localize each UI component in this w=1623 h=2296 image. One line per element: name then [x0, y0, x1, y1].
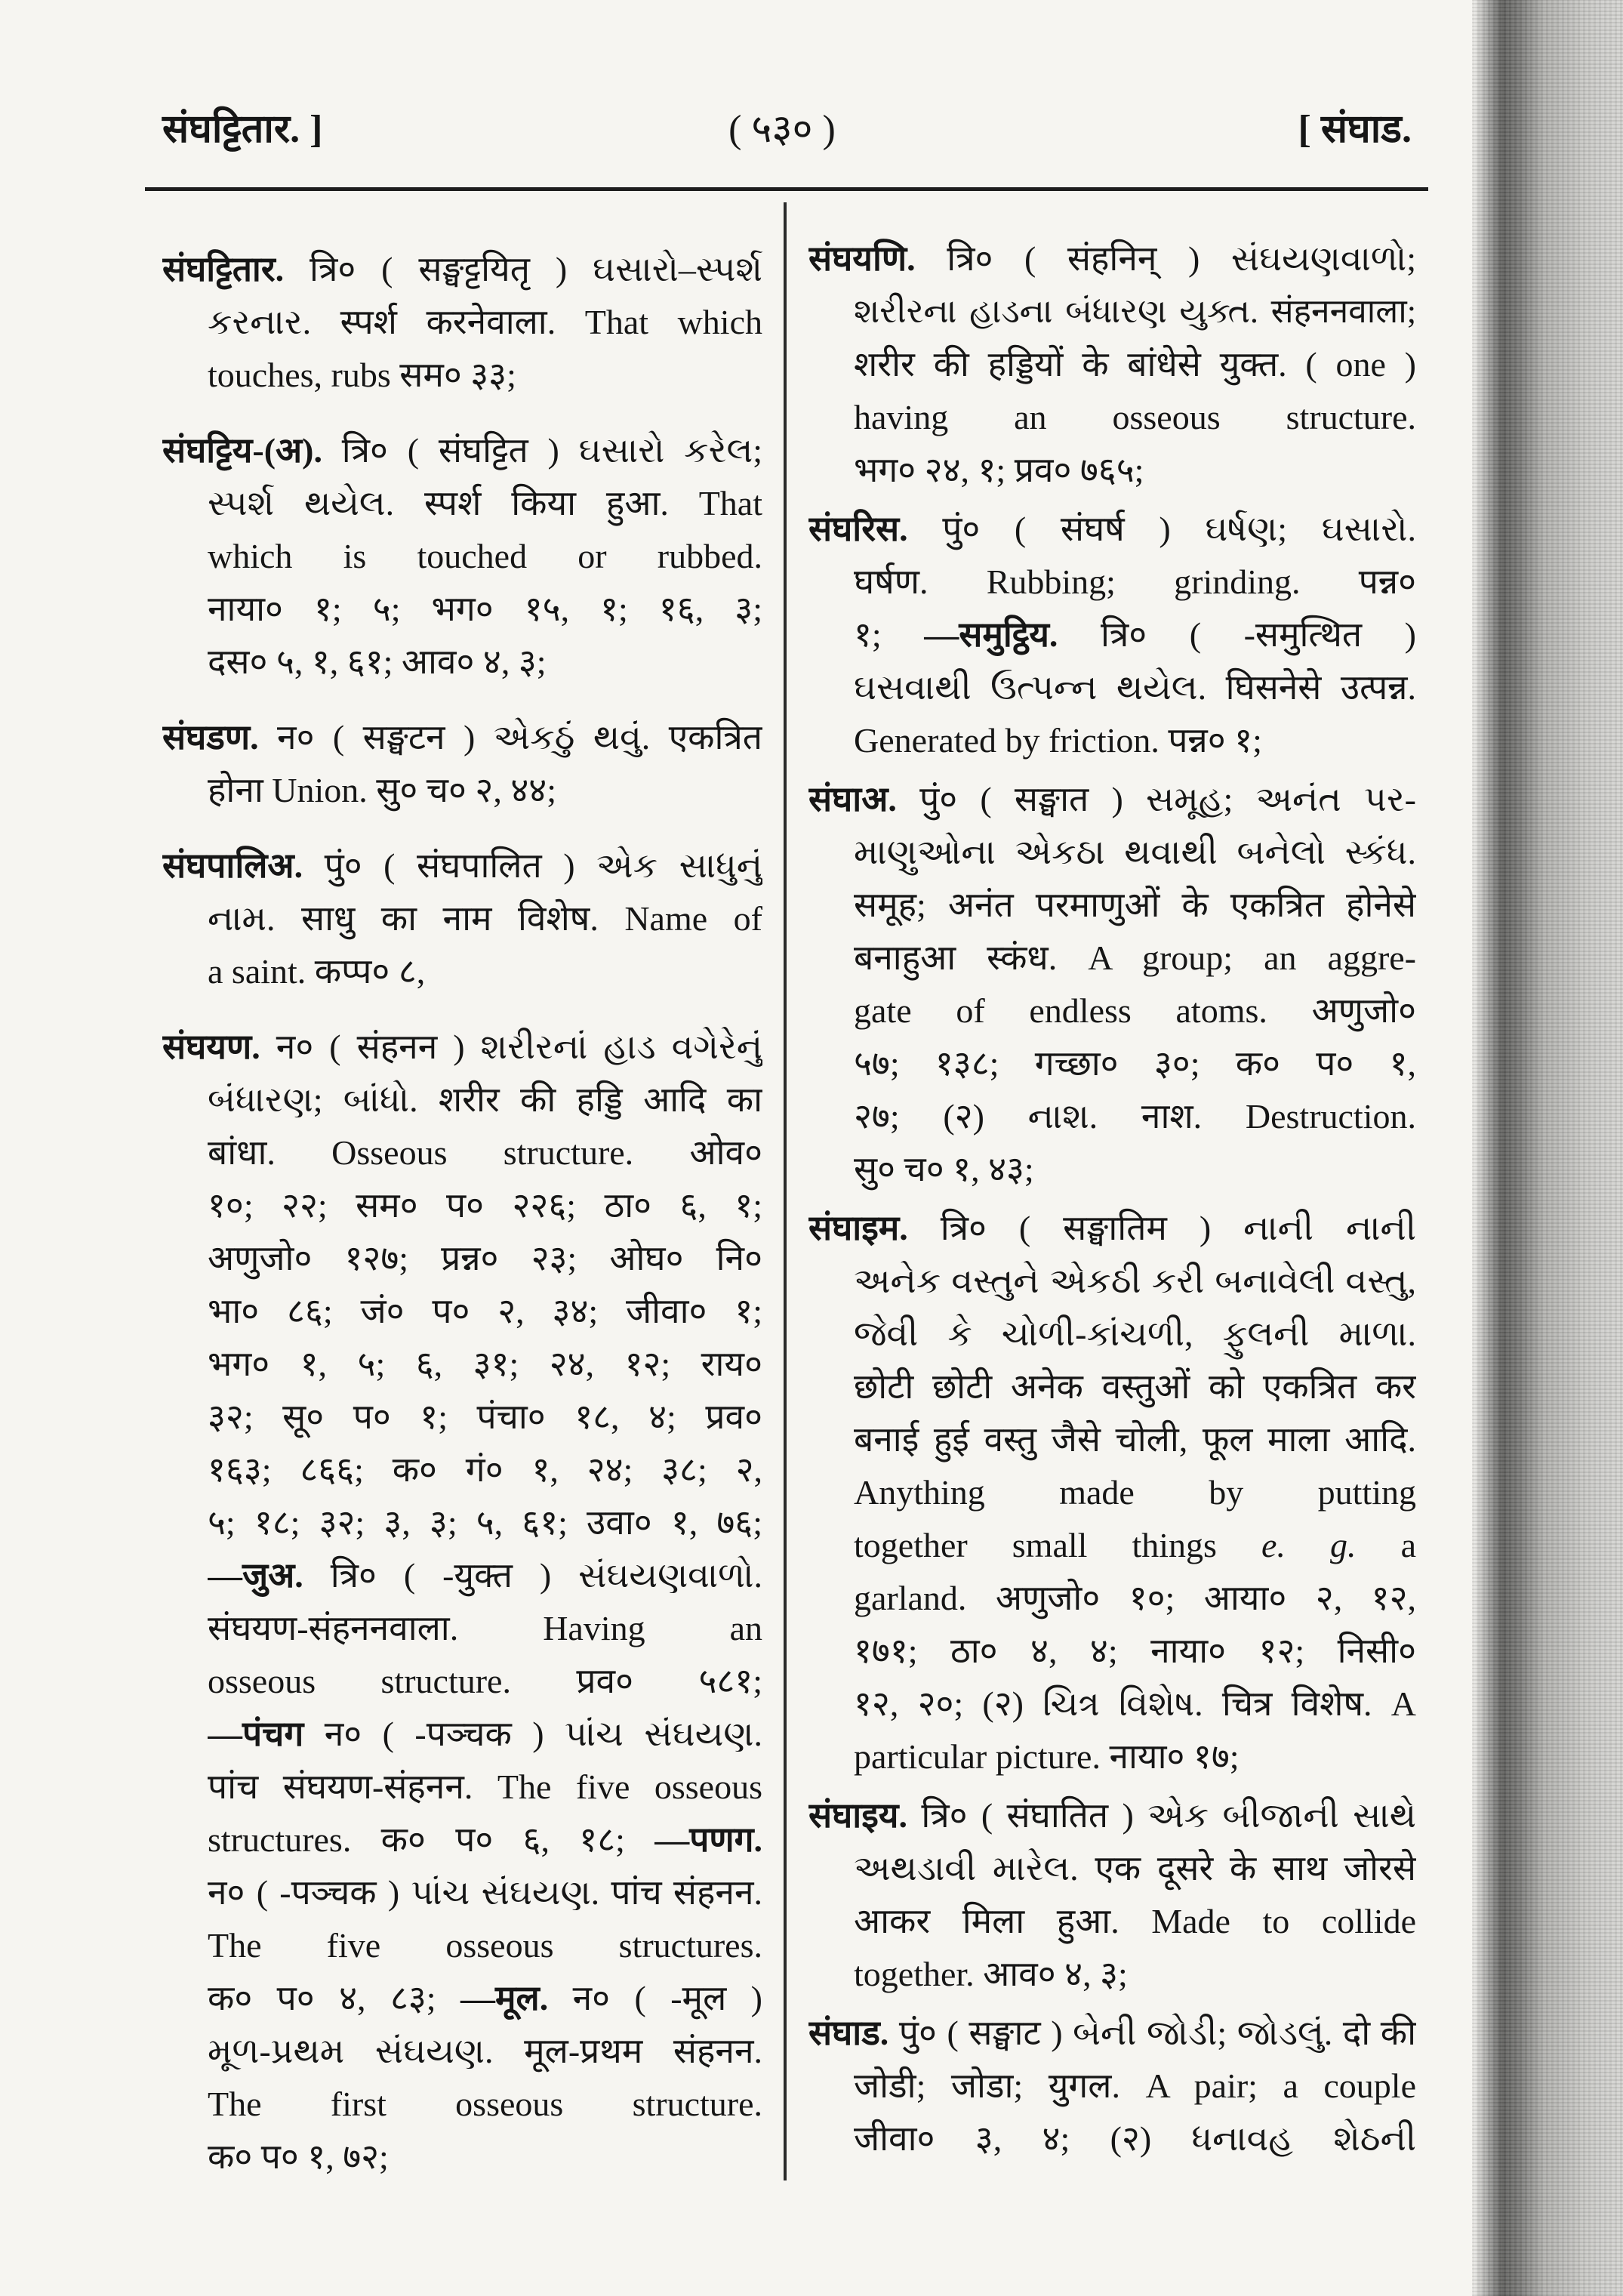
- entry-line: [208, 477, 762, 530]
- entry-text: १०; २२; सम० प० २२६; ठा० ६, १;: [208, 1186, 762, 1225]
- entry-line: [208, 1444, 762, 1496]
- headword: संघपालिअ.: [162, 846, 303, 885]
- entry-line: [854, 1678, 1416, 1730]
- entry-text: ५७; १३८; गच्छा० ३०; क० प० १,: [854, 1044, 1416, 1083]
- entry-line: [854, 1730, 1416, 1783]
- entry-text: न० ( -पञ्चक ) પાંચ સંઘયણ. पांच संहनन.: [208, 1873, 762, 1912]
- entry-line: [208, 1126, 762, 1179]
- entry-line: [208, 1602, 762, 1655]
- entry-line: [208, 1708, 762, 1761]
- running-head-first-word: संघट्टितार. ]: [162, 108, 323, 151]
- entry-line: [208, 296, 762, 349]
- entry-text: १६३; ८६६; क० गं० १, २४; ३८; २,: [208, 1450, 762, 1489]
- entry-line: [854, 2060, 1416, 2113]
- entry-first-line: [808, 233, 1416, 285]
- entry-text: बनाहुआ स्कंध. A group; an aggre-: [854, 938, 1416, 977]
- column-right: [808, 233, 1416, 2165]
- entry-text: touches, rubs सम० ३३;: [208, 356, 516, 394]
- entry-text: पुं० ( संघपालित ) એક સાધુનું: [303, 846, 762, 885]
- dictionary-entry: [162, 1021, 762, 2184]
- entry-text: न० ( संहनन ) શરીરનાં હાડ વગેરેનું: [260, 1028, 762, 1066]
- entry-line: [854, 1143, 1416, 1196]
- entry-line: [208, 349, 762, 402]
- page-number: ( ५३० ): [728, 108, 836, 151]
- entry-first-line: [808, 503, 1416, 556]
- entry-text: અનેક વસ્તુને એકઠી કરી બનાવેલી વસ્તુ,: [854, 1262, 1416, 1300]
- entry-line: [854, 1842, 1416, 1895]
- entry-line: [854, 1413, 1416, 1466]
- entry-text: त्रि० ( -युक्त ) સંઘયણવાળો.: [303, 1556, 762, 1595]
- entry-text: पुं० ( सङ्घात ) સમૂહ; અનંત પર-: [896, 780, 1416, 818]
- headword: संघयण.: [162, 1028, 260, 1066]
- entry-text: पुं० ( सङ्घाट ) બેની જોડી; જોડલું. दो की: [888, 2014, 1416, 2052]
- entry-text: જેવી કે ચોળી-કાંચળી, ફુલની માળા.: [854, 1314, 1416, 1353]
- entry-text: અથડાવી મારેલ. एक दूसरे के साथ जोरसे: [854, 1849, 1416, 1888]
- entry-line: [854, 1625, 1416, 1678]
- column-left: [162, 243, 762, 2184]
- entry-text: जीवा० ३, ४; (२) ધનાવહ શેઠની: [854, 2119, 1416, 2158]
- entry-text: which is touched or rubbed.: [208, 537, 762, 575]
- entry-text: १२, २०; (२) ચિત્ર વિશેષ. चित्र विशेष. A: [854, 1684, 1416, 1723]
- entry-text: त्रि० ( सङ्घट्टयितृ ) ઘસારો–સ્પર્શ: [284, 250, 762, 288]
- headword: संघडण.: [162, 718, 259, 757]
- entry-text: भग० २४, १; प्रव० ७६५;: [854, 451, 1144, 489]
- entry-line: [208, 1919, 762, 1972]
- entry-line: [208, 1866, 762, 1919]
- entry-line: [854, 879, 1416, 932]
- entry-line: [208, 1285, 762, 1338]
- entry-text: समूह; अनंत परमाणुओं के एकत्रित होनेसे: [854, 886, 1416, 924]
- entry-text: पुं० ( संघर्ष ) ઘર્ષણ; ઘસારો.: [907, 510, 1416, 548]
- entry-text: त्रि० ( -समुत्थित ): [1058, 615, 1416, 654]
- entry-text: a: [1356, 1526, 1416, 1564]
- entry-text: न० ( -मूल ): [548, 1979, 762, 2017]
- entry-line: [208, 1391, 762, 1444]
- entry-text: संघयण-संहननवाला. Having an: [208, 1609, 762, 1647]
- entry-line: [854, 556, 1416, 609]
- dictionary-entry: [808, 1202, 1416, 1783]
- entry-text: छोटी छोटी अनेक वस्तुओं को एकत्रित कर: [854, 1367, 1416, 1406]
- entry-line: [208, 1814, 762, 1866]
- entry-text: न० ( सङ्घटन ) એકઠું થવું. एकत्रित: [258, 718, 762, 757]
- entry-text: Generated by friction. पन्न० १;: [854, 721, 1262, 760]
- entry-text: structures. क० प० ६, १८;: [208, 1820, 655, 1859]
- entry-text: भा० ८६; जं० प० २, ३४; जीवा० १;: [208, 1292, 762, 1330]
- entry-line: [854, 1361, 1416, 1413]
- entry-line: [208, 2025, 762, 2078]
- column-divider: [784, 202, 787, 2180]
- entry-line: [854, 1572, 1416, 1625]
- entry-text: बनाई हुई वस्तु जैसे चोली, फूल माला आदि.: [854, 1420, 1416, 1459]
- dictionary-entry: [808, 233, 1416, 497]
- sub-headword: —पंचग: [208, 1715, 304, 1753]
- entry-line: [854, 1037, 1416, 1090]
- entry-line: [208, 2131, 762, 2184]
- entry-text: शरीर की हड्डियों के बांधेसे युक्त. ( one ): [854, 345, 1416, 384]
- entry-line: [854, 661, 1416, 714]
- entry-text: માણુઓના એકઠા થવાથી બનેલો સ્કંધ.: [854, 833, 1416, 871]
- entry-text: भग० १, ५; ६, ३१; २४, १२; राय०: [208, 1345, 762, 1383]
- entry-first-line: [808, 2007, 1416, 2060]
- entry-line: [208, 1761, 762, 1814]
- entry-line: [208, 1549, 762, 1602]
- entry-text: आकर मिला हुआ. Made to collide: [854, 1902, 1416, 1940]
- entry-line: [854, 1895, 1416, 1948]
- entry-text: having an osseous structure.: [854, 398, 1416, 436]
- scan-edge-shadow: [1472, 0, 1623, 2296]
- entry-text: क० प० १, ७२;: [208, 2137, 389, 2176]
- entry-line: [854, 2113, 1416, 2165]
- italic-text: e. g.: [1261, 1526, 1357, 1564]
- entry-line: [854, 932, 1416, 985]
- header-rule: [145, 187, 1428, 191]
- entry-text: पांच संघयण-संहनन. The five osseous: [208, 1767, 762, 1806]
- entry-line: [854, 285, 1416, 338]
- entry-text: दस० ५, १, ६१; आव० ४, ३;: [208, 643, 547, 681]
- entry-line: [208, 583, 762, 636]
- entry-text: क० प० ४, ८३;: [208, 1979, 461, 2017]
- entry-line: [854, 826, 1416, 879]
- sub-headword: —समुट्ठिय.: [924, 615, 1058, 654]
- entry-text: त्रि० ( सङ्घातिम ) નાની નાની: [907, 1209, 1416, 1247]
- dictionary-entry: [808, 2007, 1416, 2165]
- entry-line: [854, 338, 1416, 391]
- entry-line: [208, 530, 762, 583]
- entry-line: [208, 892, 762, 945]
- entry-text: १;: [854, 615, 925, 654]
- entry-line: [208, 1972, 762, 2025]
- entry-text: बांधा. Osseous structure. ओव०: [208, 1133, 762, 1172]
- entry-line: [208, 764, 762, 817]
- entry-text: gate of endless atoms. अणुजो०: [854, 991, 1416, 1030]
- entry-text: નામ. साधु का नाम विशेष. Name of: [208, 899, 762, 938]
- headword: संघट्टितार.: [162, 250, 285, 288]
- entry-first-line: [162, 1021, 762, 1074]
- entry-first-line: [808, 1202, 1416, 1255]
- entry-text: osseous structure. प्रव० ५८१;: [208, 1662, 762, 1700]
- entry-text: त्रि० ( संहनिन् ) સંઘયણવાળો;: [915, 239, 1416, 278]
- entry-line: [854, 609, 1416, 661]
- entry-line: [854, 1519, 1416, 1572]
- entry-line: [208, 945, 762, 998]
- entry-line: [208, 1338, 762, 1391]
- entry-text: together. आव० ४, ३;: [854, 1955, 1128, 1993]
- entry-first-line: [808, 773, 1416, 826]
- entry-first-line: [162, 424, 762, 477]
- headword: संघाइम.: [808, 1209, 908, 1247]
- entry-text: त्रि० ( संघट्टित ) ઘસારો કરેલ;: [322, 431, 762, 470]
- entry-text: १७१; ठा० ४, ४; नाया० १२; निसी०: [854, 1632, 1416, 1670]
- entry-text: particular picture. नाया० १७;: [854, 1737, 1240, 1776]
- entry-text: a saint. कप्प० ८,: [208, 952, 426, 991]
- entry-line: [208, 1655, 762, 1708]
- entry-text: होना Union. सु० च० २, ४४;: [208, 771, 556, 809]
- entry-text: together small things: [854, 1526, 1262, 1564]
- entry-text: શરીરના હાડના બંધારણ યુક્ત. संहननवाला;: [854, 293, 1416, 330]
- entry-first-line: [162, 711, 762, 764]
- entry-text: नाया० १; ५; भग० १५, १; १६, ३;: [208, 590, 762, 628]
- entry-line: [208, 636, 762, 689]
- entry-text: ३२; सू० प० १; पंचा० १८, ४; प्रव०: [208, 1398, 762, 1436]
- dictionary-entry: [162, 424, 762, 689]
- headword: संघरिस.: [808, 510, 908, 548]
- entry-text: garland. अणुजो० १०; आया० २, १२,: [854, 1579, 1416, 1617]
- dictionary-entry: [808, 773, 1416, 1196]
- entry-text: સ્પર્શ થયેલ. स्पर्श किया हुआ. That: [208, 484, 762, 522]
- dictionary-entry: [808, 503, 1416, 767]
- entry-first-line: [808, 1789, 1416, 1842]
- dictionary-entry: [808, 1789, 1416, 2001]
- headword: संघाइय.: [808, 1796, 907, 1835]
- entry-text: મૂળ-પ્રથમ સંઘયણ. मूल-प्रथम संहनन.: [208, 2032, 762, 2070]
- headword: संघयणि.: [808, 239, 916, 278]
- entry-text: सु० च० १, ४३;: [854, 1150, 1034, 1188]
- entry-text: Anything made by putting: [854, 1473, 1416, 1512]
- entry-line: [208, 1496, 762, 1549]
- dictionary-entry: [162, 840, 762, 998]
- entry-text: न० ( -पञ्चक ) પાંચ સંઘયણ.: [303, 1715, 762, 1753]
- entry-text: त्रि० ( संघातित ) એક બીજાની સાથે: [907, 1796, 1416, 1835]
- entry-line: [208, 2078, 762, 2131]
- entry-text: ५; १८; ३२; ३, ३; ५, ६१; उवा० १, ७६;: [208, 1503, 762, 1542]
- entry-text: The first osseous structure.: [208, 2085, 762, 2123]
- dictionary-entry: [162, 243, 762, 402]
- entry-line: [854, 1948, 1416, 2001]
- entry-line: [854, 985, 1416, 1037]
- entry-first-line: [162, 840, 762, 892]
- headword: संघाड.: [808, 2014, 889, 2052]
- entry-line: [208, 1179, 762, 1232]
- entry-text: ઘસવાથી ઉત્પન્ન થયેલ. घिसनेसे उत्पन्न.: [854, 668, 1416, 707]
- running-head-last-word: [ संघाड.: [1298, 108, 1412, 151]
- entry-text: जोडी; जोडा; युगल. A pair; a couple: [854, 2066, 1416, 2105]
- dictionary-entry: [162, 711, 762, 817]
- entry-text: બંધારણ; બાંધો. शरीर की हड्डि आदि का: [208, 1080, 762, 1119]
- entry-line: [854, 1090, 1416, 1143]
- sub-headword: —पणग.: [654, 1820, 762, 1859]
- entry-line: [854, 1308, 1416, 1361]
- entry-text: घर्षण. Rubbing; grinding. पन्न०: [854, 562, 1416, 601]
- entry-text: २७; (२) નાશ. नाश. Destruction.: [854, 1097, 1416, 1136]
- entry-line: [854, 1466, 1416, 1519]
- entry-text: अणुजो० १२७; प्रन्न० २३; ओघ० नि०: [208, 1239, 762, 1277]
- sub-headword: —जुअ.: [208, 1556, 303, 1595]
- entry-text: કરનાર. स्पर्श करनेवाला. That which: [208, 303, 762, 341]
- entry-line: [208, 1232, 762, 1285]
- headword: संघाअ.: [808, 780, 897, 818]
- sub-headword: —मूल.: [460, 1979, 549, 2017]
- entry-line: [854, 444, 1416, 497]
- headword: संघट्टिय-(अ).: [162, 431, 322, 470]
- entry-text: The five osseous structures.: [208, 1926, 762, 1965]
- entry-line: [208, 1074, 762, 1126]
- entry-line: [854, 391, 1416, 444]
- entry-first-line: [162, 243, 762, 296]
- entry-line: [854, 714, 1416, 767]
- entry-line: [854, 1255, 1416, 1308]
